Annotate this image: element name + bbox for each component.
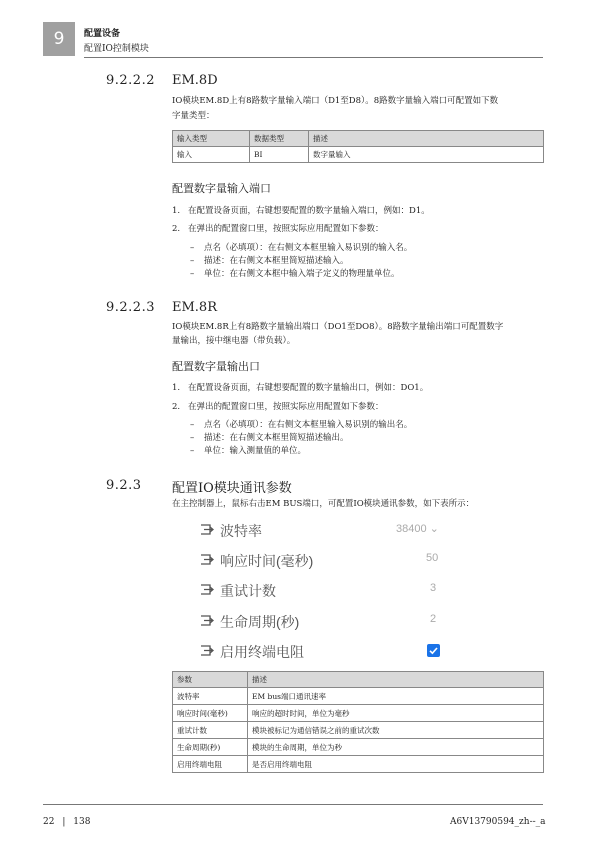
table-cell: 响应的超时时间，单位为毫秒 [248, 705, 544, 722]
ui-label: 波特率 [220, 523, 262, 539]
ui-row-response-time [200, 548, 460, 572]
footer-divider [43, 804, 543, 805]
table-cell: 模块被标记为通信错误之前的重试次数 [248, 722, 544, 739]
ui-label: 生命周期(秒) [220, 614, 300, 630]
section-title-comm: 配置IO模块通讯参数 [172, 481, 292, 496]
em8d-intro-line1: IO模块EM.8D上有8路数字量输入端口（D1至D8）。8路数字量输入端口可配置如下数 [172, 96, 499, 106]
list-item: 2. 在弹出的配置窗口里，按照实际应用配置如下参数： [172, 224, 384, 234]
list-item-text: 在弹出的配置窗口里，按照实际应用配置如下参数： [188, 224, 384, 234]
em8d-intro-line2: 字量类型： [172, 111, 215, 121]
section-title-em8r: EM.8R [172, 300, 217, 315]
check-icon [427, 644, 440, 657]
comm-param-table [172, 671, 544, 773]
param-item: – 点名（必填项）：在右侧文本框里输入易识别的输出名。 [190, 420, 413, 430]
port-icon [200, 614, 214, 627]
table-cell: EM bus端口通讯速率 [248, 688, 544, 705]
port-icon [200, 644, 214, 657]
section-number-comm: 9.2.3 [106, 478, 142, 493]
param-text: 描述：在右侧文本框里简短描述输入。 [204, 256, 349, 266]
em8d-input-table [172, 130, 544, 163]
table-header-cell: 输入类型 [173, 131, 250, 147]
section-number-em8d: 9.2.2.2 [106, 73, 155, 88]
chapter-number-box: 9 [43, 22, 75, 56]
table-row [173, 147, 544, 163]
list-item-text: 在配置设备页面，右键想要配置的数字量输出口，例如：DO1。 [188, 383, 429, 393]
table-header-cell: 描述 [248, 672, 544, 688]
param-item: – 描述：在右侧文本框里简短描述输入。 [190, 256, 349, 266]
table-header-cell: 参数 [173, 672, 248, 688]
termination-resistor-checkbox[interactable] [427, 644, 440, 657]
table-cell: 响应时间(毫秒) [173, 705, 248, 722]
param-item: – 描述：在右侧文本框里简短描述输出。 [190, 433, 349, 443]
total-pages: 138 [73, 817, 91, 827]
current-page: 22 [43, 817, 55, 827]
param-text: 描述：在右侧文本框里简短描述输出。 [204, 433, 349, 443]
comm-intro: 在主控制器上，鼠标右击EM BUS端口，可配置IO模块通讯参数，如下表所示： [172, 499, 475, 509]
em8r-intro-line2: 量输出，接中继电器（带负载）。 [172, 336, 296, 346]
table-row [173, 722, 544, 739]
param-text: 单位：在右侧文本框中输入端子定义的物理量单位。 [204, 269, 400, 279]
ui-row-baud-rate [200, 518, 460, 542]
em8r-intro-line1: IO模块EM.8R上有8路数字量输出端口（DO1至DO8）。8路数字量输出端口可配置数字 [172, 322, 504, 332]
page-separator: | [62, 817, 66, 827]
port-icon [200, 553, 214, 566]
port-icon [200, 583, 214, 596]
table-cell: 生命周期(秒) [173, 739, 248, 756]
table-cell: 输入 [173, 147, 250, 163]
footer-page-number [43, 817, 90, 827]
response-time-input[interactable]: 50 [426, 552, 439, 564]
list-item: 1. 在配置设备页面，右键想要配置的数字量输出口，例如：DO1。 [172, 383, 429, 393]
param-item: – 单位：输入测量值的单位。 [190, 446, 307, 456]
ui-label: 响应时间(毫秒) [220, 553, 314, 569]
param-item: – 单位：在右侧文本框中输入端子定义的物理量单位。 [190, 269, 400, 279]
ui-row-retry-count [200, 578, 460, 602]
param-text: 点名（必填项）：在右侧文本框里输入易识别的输出名。 [204, 420, 413, 430]
table-cell: 是否启用终端电阻 [248, 756, 544, 773]
table-header-cell: 描述 [309, 131, 544, 147]
table-cell: 数字量输入 [309, 147, 544, 163]
header-divider [84, 57, 543, 58]
section-title-em8d: EM.8D [172, 73, 218, 88]
param-item: – 点名（必填项）：在右侧文本框里输入易识别的输入名。 [190, 243, 413, 253]
header-title: 配置设备 [84, 29, 121, 39]
table-cell: 模块的生命周期，单位为秒 [248, 739, 544, 756]
param-text: 点名（必填项）：在右侧文本框里输入易识别的输入名。 [204, 243, 413, 253]
retry-count-input[interactable]: 3 [430, 582, 437, 594]
table-header-row [173, 131, 544, 147]
table-header-row [173, 672, 544, 688]
list-item-text: 在配置设备页面，右键想要配置的数字量输入端口，例如：D1。 [188, 206, 430, 216]
table-row [173, 688, 544, 705]
table-cell: 重试计数 [173, 722, 248, 739]
ui-label: 启用终端电阻 [220, 644, 304, 660]
header-subtitle: 配置IO控制模块 [84, 44, 149, 54]
em8r-sub-heading: 配置数字量输出口 [172, 360, 260, 373]
footer-doc-id: A6V13790594_zh--_a [450, 817, 546, 827]
table-cell: BI [250, 147, 309, 163]
ui-row-life-cycle [200, 609, 460, 633]
table-header-cell: 数据类型 [250, 131, 309, 147]
section-number-em8r: 9.2.2.3 [106, 300, 155, 315]
baud-rate-select[interactable]: 38400 ⌄ [396, 523, 439, 535]
ui-row-termination-resistor [200, 639, 460, 663]
table-row [173, 756, 544, 773]
table-row [173, 705, 544, 722]
list-item: 1. 在配置设备页面，右键想要配置的数字量输入端口，例如：D1。 [172, 206, 430, 216]
list-item: 2. 在弹出的配置窗口里，按照实际应用配置如下参数： [172, 402, 384, 412]
table-cell: 波特率 [173, 688, 248, 705]
table-cell: 启用终端电阻 [173, 756, 248, 773]
em8d-sub-heading: 配置数字量输入端口 [172, 182, 271, 195]
port-icon [200, 523, 214, 536]
life-cycle-input[interactable]: 2 [430, 613, 437, 625]
table-row [173, 739, 544, 756]
list-item-text: 在弹出的配置窗口里，按照实际应用配置如下参数： [188, 402, 384, 412]
ui-label: 重试计数 [220, 583, 276, 599]
param-text: 单位：输入测量值的单位。 [204, 446, 307, 456]
